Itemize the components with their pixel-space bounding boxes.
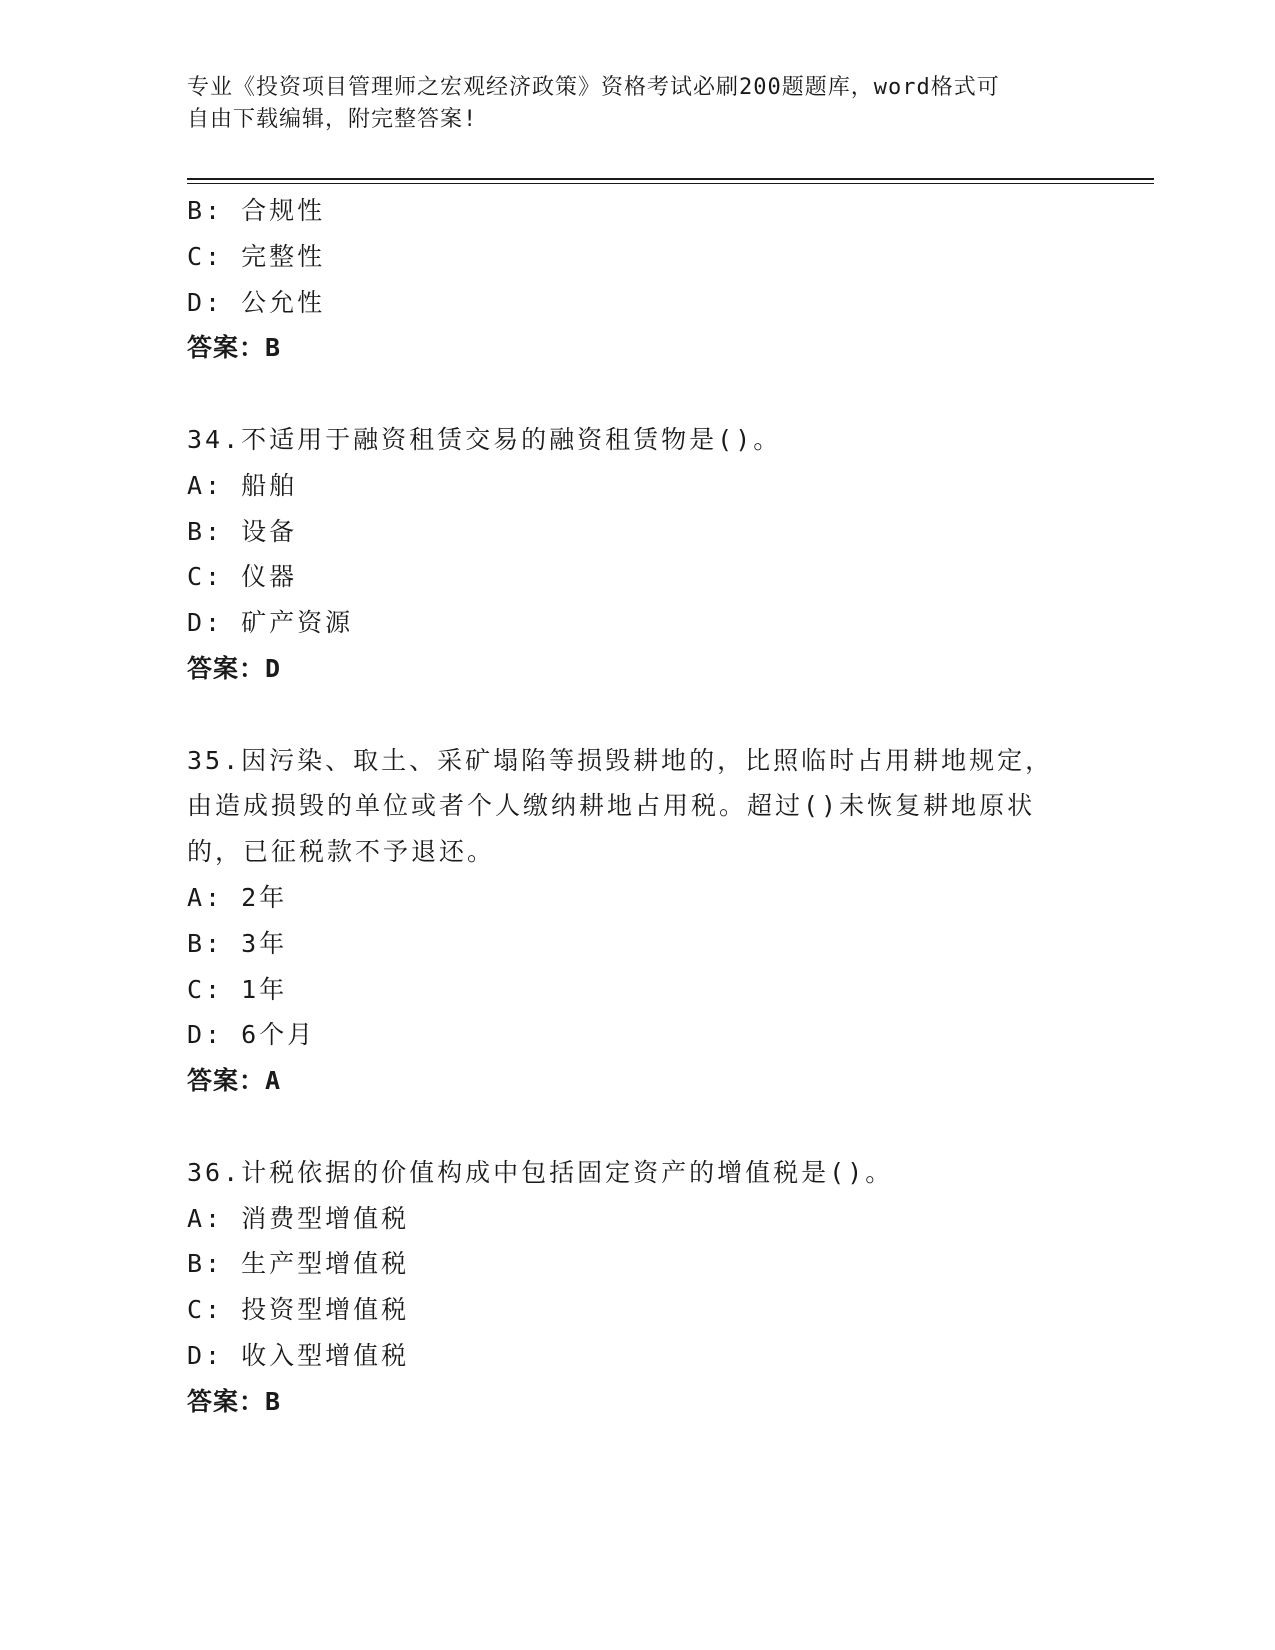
option-c: C: 投资型增值税 xyxy=(187,1295,410,1325)
spacer xyxy=(187,371,1067,417)
question-content xyxy=(187,188,1067,1425)
answer-line: 答案：D xyxy=(187,653,282,683)
question-text-line-1: 35.因污染、取土、采矿塌陷等损毁耕地的，比照临时占用耕地规定， xyxy=(187,745,1054,775)
question-block-36 xyxy=(187,1150,1067,1425)
answer-line: 答案：A xyxy=(187,1066,282,1096)
option-d: D: 收入型增值税 xyxy=(187,1340,410,1370)
question-text-line-3: 的，已征税款不予退还。 xyxy=(187,837,496,867)
option-d: D: 公允性 xyxy=(187,287,326,317)
option-d: D: 矿产资源 xyxy=(187,608,354,638)
option-c: C: 完整性 xyxy=(187,241,326,271)
spacer xyxy=(187,1104,1067,1150)
option-b: B: 生产型增值税 xyxy=(187,1249,410,1279)
spacer xyxy=(187,692,1067,738)
option-a: A: 船舶 xyxy=(187,470,298,500)
document-header xyxy=(187,72,1067,136)
option-c: C: 1年 xyxy=(187,974,288,1004)
option-b: B: 设备 xyxy=(187,516,298,546)
header-line-2: 自由下载编辑，附完整答案! xyxy=(187,107,478,132)
answer-line: 答案：B xyxy=(187,333,282,363)
question-text: 34.不适用于融资租赁交易的融资租赁物是()。 xyxy=(187,424,782,454)
option-d: D: 6个月 xyxy=(187,1020,316,1050)
answer-line: 答案：B xyxy=(187,1386,282,1416)
header-divider-thin xyxy=(187,183,1154,184)
header-line-1: 专业《投资项目管理师之宏观经济政策》资格考试必刷200题题库，word格式可 xyxy=(187,75,1000,100)
question-block-prev xyxy=(187,188,1067,371)
header-divider-thick xyxy=(187,178,1154,180)
question-text-line-2: 由造成损毁的单位或者个人缴纳耕地占用税。超过()未恢复耕地原状 xyxy=(187,791,1036,821)
option-a: A: 2年 xyxy=(187,882,288,912)
question-text: 36.计税依据的价值构成中包括固定资产的增值税是()。 xyxy=(187,1157,894,1187)
question-block-34 xyxy=(187,417,1067,692)
question-block-35 xyxy=(187,738,1067,1104)
option-b: B: 合规性 xyxy=(187,196,326,225)
option-c: C: 仪器 xyxy=(187,562,298,592)
option-a: A: 消费型增值税 xyxy=(187,1203,410,1233)
option-b: B: 3年 xyxy=(187,928,288,958)
